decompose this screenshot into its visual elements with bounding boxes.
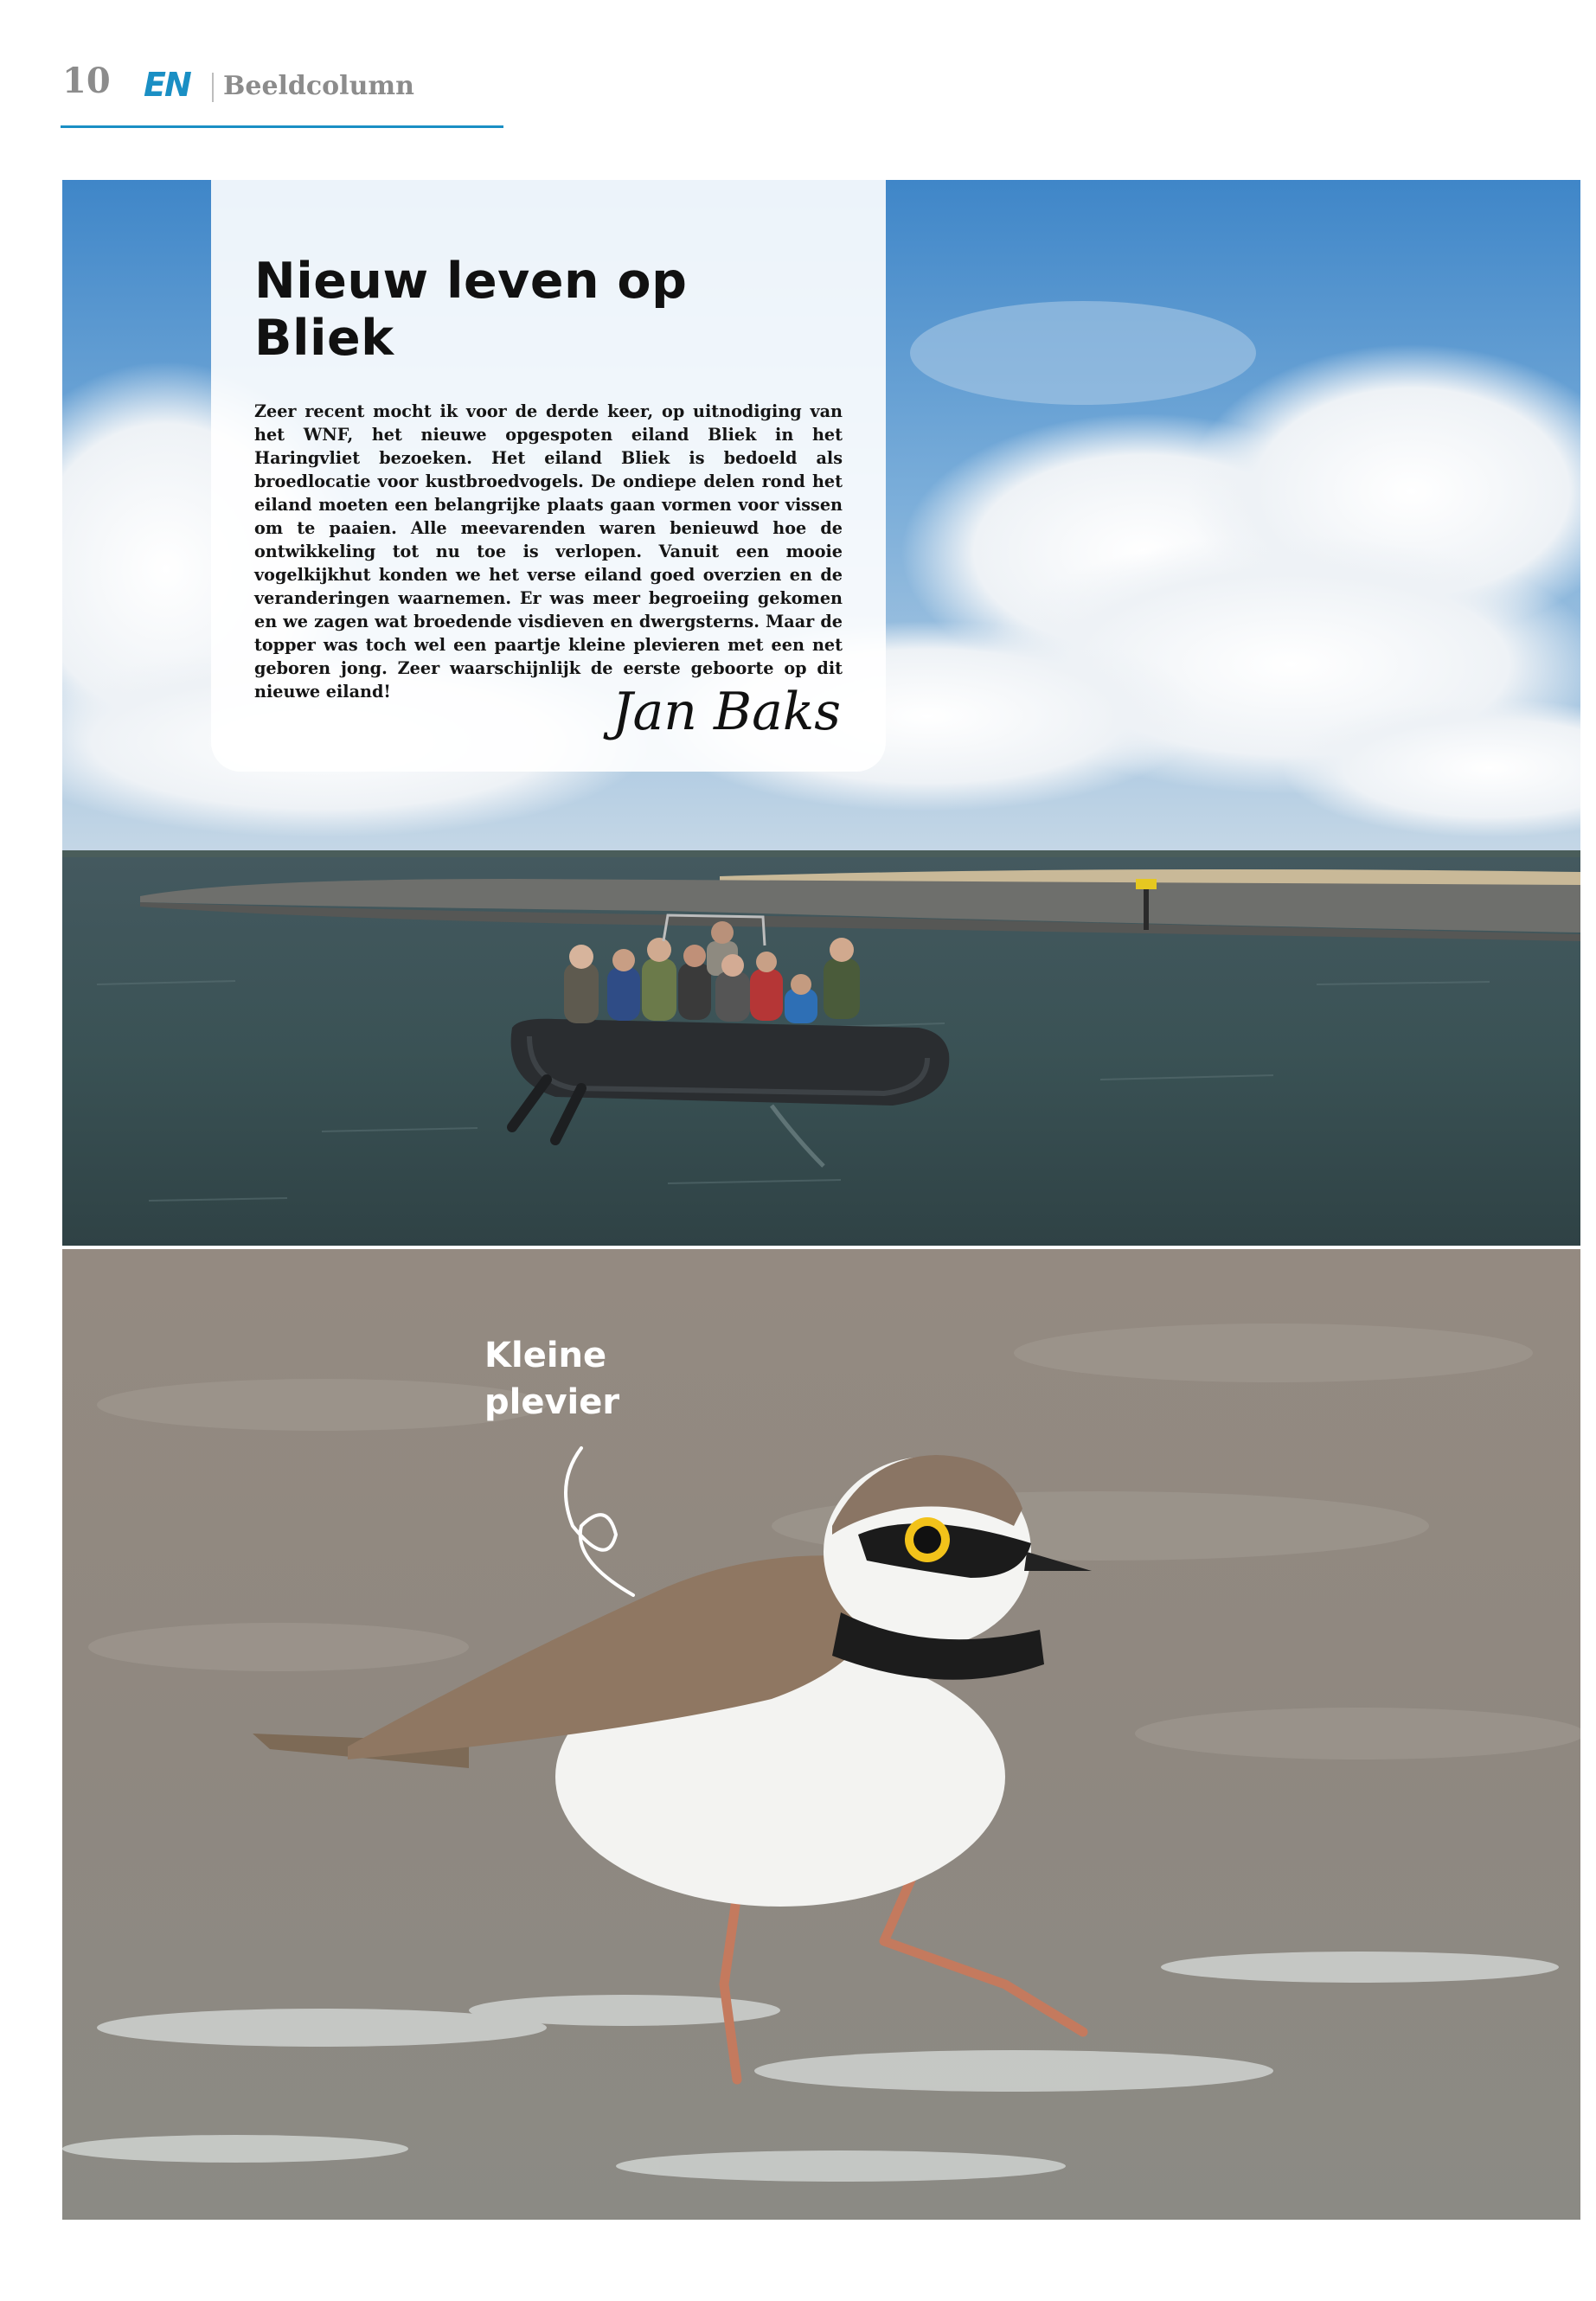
section-title: Beeldcolumn <box>223 71 414 101</box>
article-card <box>211 180 886 772</box>
article-body: Zeer recent mocht ik voor de derde keer, op uitnodiging van het WNF, het nieuwe opgespoten eiland Bliek in het Haringvliet bezoeken. Het eiland Bliek is bedoeld als broedlocatie voor kustbroedvogels. De ondiepe delen rond het eiland moeten een belangrijke plaats gaan vormen voor vissen om te paaien. Alle meevarenden waren benieuwd hoe de ontwikkeling tot nu toe is verlopen. Vanuit een mooie vogelkijkhut konden we het verse eiland goed overzien en de veranderingen waarnemen. Er was meer begroeiing gekomen en we zagen wat broedende visdieven en dwergsterns. Maar de topper was toch wel een paartje kleine plevieren met een net geboren jong. Zeer waarschijnlijk de eerste geboorte op dit nieuwe eiland! <box>254 401 843 702</box>
magazine-logo: EN <box>144 66 190 104</box>
author-signature: Jan Baks <box>612 682 841 742</box>
bird-label <box>484 1332 619 1426</box>
article-title: Nieuw leven op Bliek <box>254 253 688 367</box>
header-rule <box>61 125 503 128</box>
plover-photo <box>62 1249 1580 2220</box>
header-divider <box>212 73 214 102</box>
bird-label-line2: plevier <box>484 1382 620 1422</box>
bird-label-line1: Kleine <box>484 1336 607 1375</box>
page-number: 10 <box>62 61 111 101</box>
